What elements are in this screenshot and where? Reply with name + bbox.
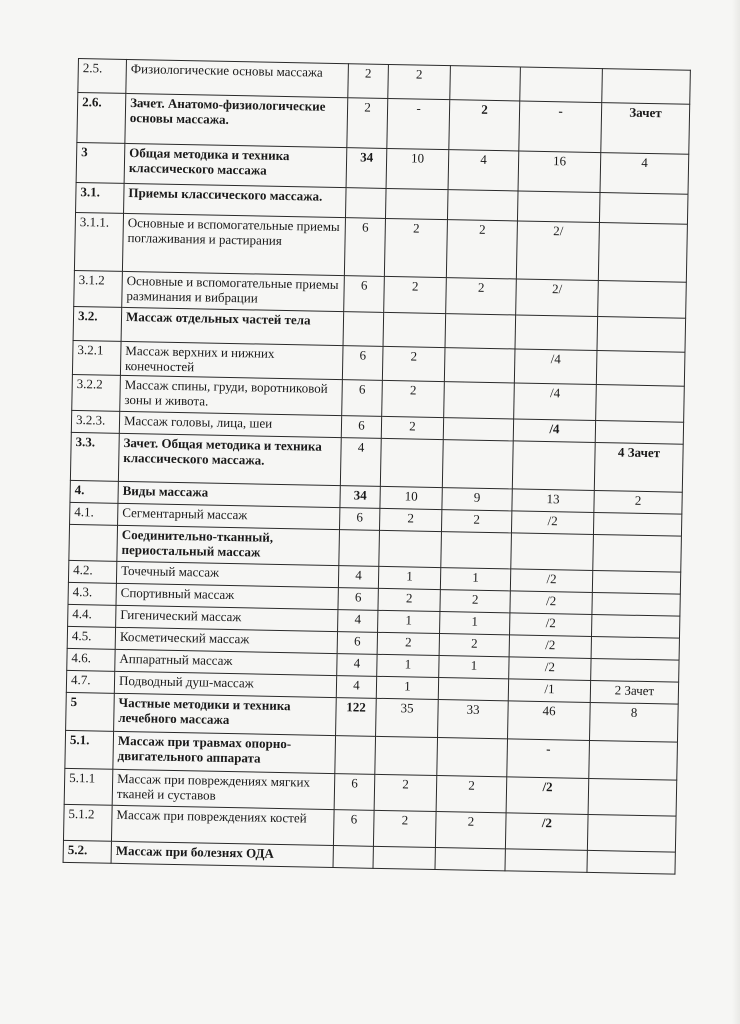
attestation [597,317,686,353]
hours-self-study [511,533,594,571]
row-title: Массаж при повреждениях мягких тканей и суставов [112,769,335,809]
hours-self-study [515,315,598,351]
attestation [592,592,680,616]
row-title: Общая методика и техника классического массажа [124,143,347,187]
hours-practice: 1 [439,656,509,679]
attestation: 4 [600,153,689,195]
attestation [598,281,687,319]
row-title: Точечный массаж [116,561,338,587]
hours-self-study: /4 [514,383,597,421]
hours-self-study: /2 [506,777,589,815]
hours-theory [385,188,448,219]
hours-practice: 2 [441,510,511,533]
row-number: 3.3. [70,432,119,481]
hours-self-study: 2/ [516,279,599,317]
hours-total: 4 [336,676,376,699]
hours-self-study: /2 [505,813,588,851]
hours-theory: 2 [377,632,439,655]
row-number: 5.2. [63,840,111,863]
attestation [598,223,687,283]
row-title: Косметический массаж [115,627,337,653]
hours-theory: 1 [376,676,438,699]
attestation: 4 Зачет [594,443,683,493]
hours-total: 4 [337,654,377,677]
hours-practice: 2 [449,100,520,151]
hours-theory: 10 [380,486,442,509]
row-title: Массаж верхних и нижних конечностей [120,341,343,379]
hours-total: 122 [336,698,377,737]
curriculum-sheet [63,58,691,875]
hours-practice: 2 [435,812,506,849]
hours-self-study: - [519,101,602,153]
hours-total: 6 [339,508,379,531]
hours-self-study: /2 [509,657,591,681]
hours-theory: 2 [384,276,447,313]
hours-theory [373,846,435,869]
row-number: 4.5. [67,626,115,649]
hours-self-study: /2 [509,635,591,659]
hours-practice: 2 [446,220,517,279]
attestation [591,658,679,682]
row-number: 3.1.1. [74,212,123,271]
attestation: 2 [594,490,682,514]
curriculum-table [63,58,691,875]
hours-theory: 2 [374,774,437,811]
hours-practice: 9 [442,488,512,511]
hours-theory [375,736,438,775]
row-number: 4.7. [66,670,114,693]
attestation [596,351,685,387]
hours-self-study: - [507,739,590,779]
row-number: 4.2. [68,560,116,583]
hours-total [339,530,380,567]
row-title: Зачет. Анатомо-физиологические основы массажа. [125,93,348,147]
hours-theory: 2 [384,218,447,277]
attestation [587,814,676,852]
row-number: 2.5. [78,59,127,94]
row-number: 4.3. [68,582,116,605]
hours-total: 4 [338,610,378,633]
hours-practice [437,738,508,777]
hours-practice [450,66,521,101]
row-number: 5.1.2 [63,804,112,841]
hours-practice [444,348,515,383]
row-title: Зачет. Общая методика и техника классического массажа. [118,433,341,485]
hours-total: 4 [338,566,378,589]
attestation [589,740,678,780]
hours-self-study [520,67,603,103]
attestation [593,534,682,572]
hours-total [343,312,384,347]
attestation [587,850,675,874]
hours-self-study: /2 [510,613,592,637]
row-number: 3 [76,142,125,183]
hours-total: 6 [344,276,385,313]
hours-total: 6 [333,810,374,847]
hours-theory [383,312,446,347]
row-number: 5.1.1 [64,768,113,805]
attestation [596,385,685,423]
row-title: Массаж спины, груди, воротниковой зоны и живота. [120,375,343,415]
hours-total: 34 [346,148,387,189]
hours-theory: 1 [378,566,440,589]
row-title: Виды массажа [118,481,340,507]
row-number: 4.1. [70,502,118,525]
hours-total: 6 [341,416,381,439]
hours-theory: 10 [386,148,449,189]
row-number: 4. [70,480,118,503]
hours-total: 6 [334,774,375,811]
hours-practice [438,678,508,701]
row-number: 5 [66,692,115,731]
hours-theory: 2 [378,588,440,611]
hours-practice: 4 [448,150,519,191]
row-number: 2.6. [77,93,126,144]
row-title: Гигенический массаж [116,605,338,631]
row-title: Частные методики и техника лечебного массажа [114,693,337,735]
hours-practice [445,314,516,349]
hours-self-study: /4 [514,349,597,385]
hours-theory [380,438,443,487]
hours-practice: 1 [440,612,510,635]
row-title: Массаж головы, лица, шеи [119,411,341,437]
hours-total [333,846,373,869]
row-number: 3.2. [73,306,122,341]
hours-theory: 1 [378,610,440,633]
hours-theory [379,530,442,567]
hours-total: 6 [342,380,383,417]
hours-practice [442,440,513,489]
hours-theory: 2 [382,346,445,381]
hours-theory: 2 [373,810,436,847]
row-title: Аппаратный массаж [115,649,337,675]
hours-total: 2 [348,64,389,99]
hours-total [345,188,386,219]
hours-practice: 2 [439,634,509,657]
hours-total: 6 [344,218,385,277]
attestation [588,778,677,816]
hours-self-study: 46 [508,701,591,741]
hours-self-study: /2 [511,511,593,535]
hours-theory: 2 [382,380,445,417]
attestation: 8 [589,702,678,742]
hours-theory: 2 [388,64,451,99]
row-number: 3.2.1 [72,340,121,375]
hours-practice [444,382,515,419]
hours-theory: 1 [377,654,439,677]
hours-practice: 2 [436,776,507,813]
hours-self-study [505,849,587,873]
hours-practice: 2 [440,590,510,613]
hours-theory: 35 [376,698,439,737]
attestation [595,421,683,445]
hours-practice: 1 [440,568,510,591]
row-number: 5.1. [65,730,114,769]
row-number: 4.4. [68,604,116,627]
hours-self-study [512,441,595,491]
row-title: Массаж отдельных частей тела [121,307,344,345]
hours-theory: - [387,98,450,149]
row-title: Массаж при травмах опорно-двигательного аппарата [113,731,336,773]
row-title: Приемы классического массажа. [124,183,347,217]
row-title: Подводный душ-массаж [114,671,336,697]
row-title: Массаж при болезнях ОДА [111,841,333,867]
row-title: Спортивный массаж [116,583,338,609]
hours-total: 34 [340,486,380,509]
hours-practice [441,532,512,569]
attestation: Зачет [601,103,690,155]
hours-total: 4 [340,438,381,487]
hours-total [335,736,376,775]
scan-edge-shadow [732,0,740,1024]
hours-total: 6 [338,588,378,611]
row-title: Массаж при повреждениях костей [111,805,334,845]
attestation: 2 Зачет [590,680,678,704]
hours-self-study: /1 [508,679,590,703]
hours-total: 2 [347,98,388,149]
hours-self-study: 2/ [516,221,599,281]
row-title: Основные и вспомогательные приемы разминания и вибрации [122,271,345,311]
row-number: 3.1.2 [74,270,123,307]
hours-total: 6 [337,632,377,655]
attestation [593,512,681,536]
attestation [591,636,679,660]
row-number: 3.1. [76,182,125,213]
row-title: Физиологические основы массажа [126,59,349,97]
row-number: 3.2.2 [72,374,121,411]
row-title: Соединительно-тканный, периостальный массаж [117,525,340,565]
attestation [602,69,691,105]
hours-self-study: /4 [513,419,595,443]
row-number: 4.6. [67,648,115,671]
hours-practice [443,418,513,441]
attestation [592,570,680,594]
hours-self-study: /2 [510,569,592,593]
hours-practice: 33 [438,700,509,739]
hours-practice: 2 [446,278,517,315]
table-body [63,59,690,875]
hours-theory: 2 [379,508,441,531]
hours-practice [435,848,505,871]
attestation [591,614,679,638]
hours-theory: 2 [381,416,443,439]
hours-total: 6 [342,346,383,381]
row-title: Основные и вспомогательные приемы поглаживания и растирания [122,213,345,275]
hours-practice [447,190,518,221]
hours-self-study: /2 [510,591,592,615]
row-number: 3.2.3. [71,410,119,433]
row-number [69,524,118,561]
attestation [599,193,688,225]
hours-self-study: 16 [518,151,601,193]
hours-self-study: 13 [512,489,594,513]
row-title: Сегментарный массаж [118,503,340,529]
hours-self-study [517,191,600,223]
